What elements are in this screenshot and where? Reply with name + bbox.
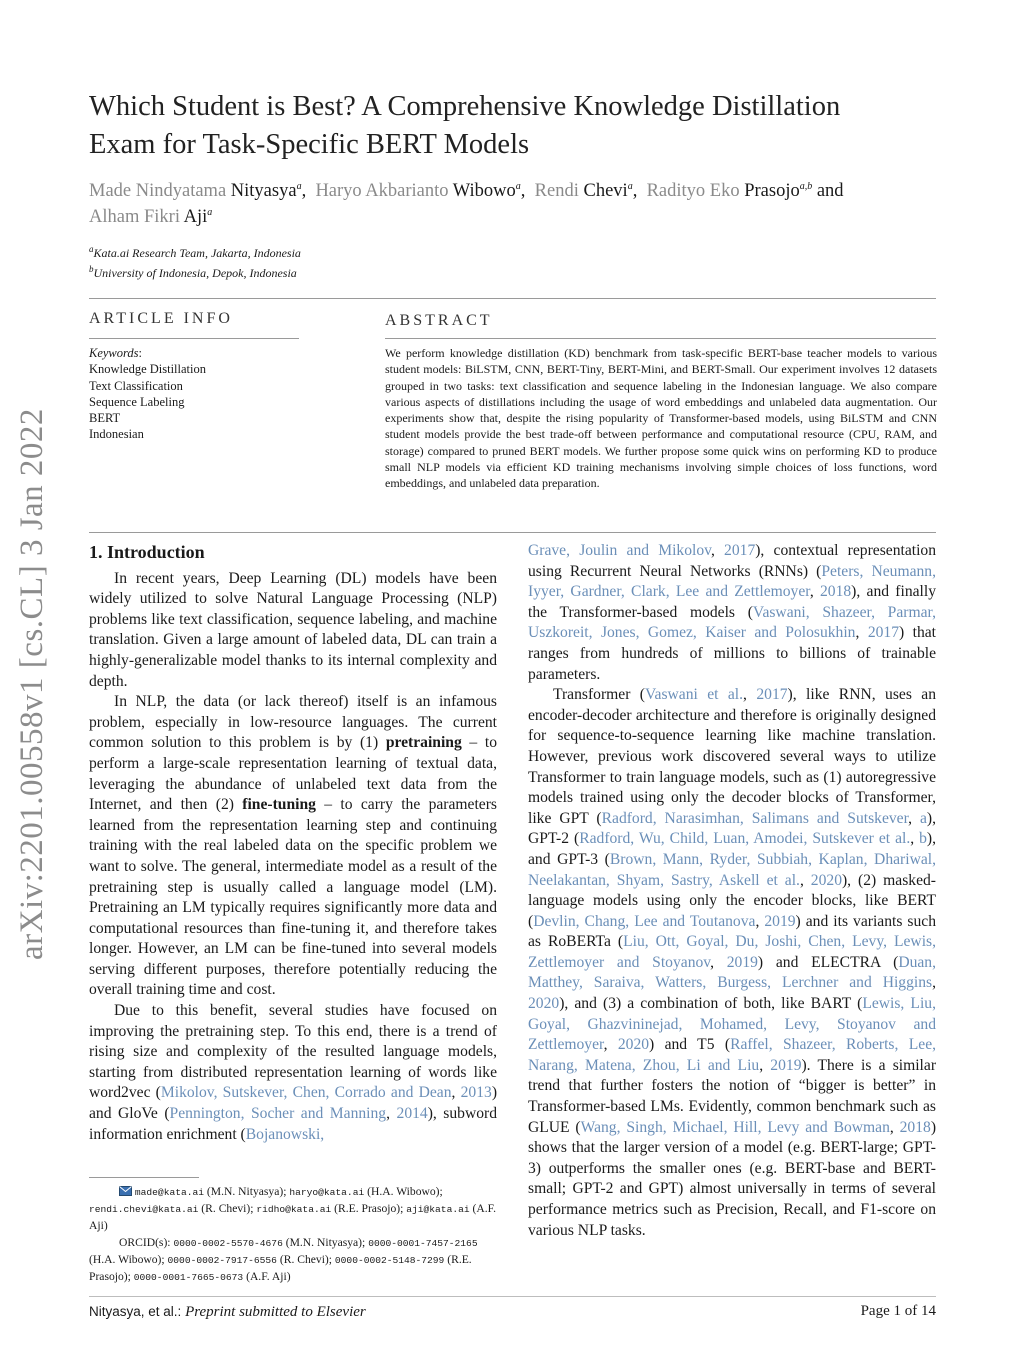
citation-link[interactable]: Radford, Wu, Child, Luan, Amodei, Sutskever et al., b — [579, 830, 927, 848]
section-heading-introduction: 1. Introduction — [89, 542, 205, 562]
email-link[interactable]: made@kata.ai — [134, 1187, 204, 1198]
footnotes: made@kata.ai (M.N. Nityasya); haryo@kata.ai (H.A. Wibowo); rendi.chevi@kata.ai (R. Chevi); ridho@kata.ai (R.E. Prasojo); aji@kata.ai (A.F. Aji) ORCID(s): 0000-0002-5570-4676 (M.N. Nityasya); 0000-0001-7457-2165 (H.A. Wibowo); 0000-0002-7917-6556 (R. Chevi); 0000-0002-5148-7299 (R.E. Prasojo); 0000-0001-7665-0673 (A.F. Aji) — [89, 1185, 497, 1284]
citation-link[interactable]: Vaswani et al., 2017 — [644, 686, 788, 704]
keyword: Indonesian — [89, 427, 144, 442]
author: Rendi Chevi$^a$ — [534, 180, 633, 201]
arxiv-stamp: arXiv:2201.00558v1 [cs.CL] 3 Jan 2022 — [14, 408, 50, 960]
divider — [89, 298, 936, 299]
keyword: BERT — [89, 411, 121, 426]
article-info-heading: ARTICLE INFO — [89, 310, 233, 327]
abstract-text: We perform knowledge distillation (KD) benchmark from task-specific BERT-base teacher models to various student models: BiLSTM, CNN, BERT-Tiny, BERT-Mini, and BERT-Small. Our experiment involves 12 datasets grouped in two tasks: text classification and sequence labeling in the Indonesian language. We also compare various aspects of distillations including the usage of word embeddings and unlabeled data augmentation. Our experiments show that, despite the rising popularity of Transformer-based models, using BiLSTM and CNN student models provide the best trade-off between performance and computational resource (CPU, RAM, and storage) compared to pruned BERT models. We further propose some quick wins on performing KD to produce small NLP models via efficient KD training mechanisms involving simple choices of loss functions, word embeddings, and unlabeled data preparation. — [385, 346, 937, 491]
citation-link[interactable]: Lewis, Liu, Goyal, Ghazvininejad, Mohamed, Levy, Stoyanov and Zettlemoyer, 2020 — [528, 995, 936, 1054]
paragraph: In recent years, Deep Learning (DL) models have been widely utilized to solve Natural Language Processing (NLP) problems like text classification, sequence labeling, and machine translation. Given a large amount of labeled data, DL can train a highly-generalizable model thanks to its internal complexity and depth. — [89, 569, 497, 690]
author: Radityo Eko Prasojo$^{a,b}$ — [646, 180, 813, 201]
divider — [385, 338, 936, 339]
orcid-id[interactable]: 0000-0002-5570-4676 — [173, 1237, 283, 1249]
orcid-id[interactable]: 0000-0002-7917-6556 — [167, 1254, 277, 1266]
affiliation: $^b$University of Indonesia, Depok, Indonesia — [89, 264, 297, 280]
author: Haryo Akbarianto Wibowo$^a$ — [315, 180, 521, 201]
footnote-rule — [89, 1177, 199, 1178]
citation-link[interactable]: Devlin, Chang, Lee and Toutanova, 2019 — [533, 912, 796, 930]
title-line-1: Which Student is Best? A Comprehensive Knowledge Distillation — [89, 91, 841, 122]
orcid-id[interactable]: 0000-0002-5148-7299 — [334, 1254, 445, 1266]
citation-link[interactable]: Liu, Ott, Goyal, Du, Joshi, Chen, Levy, Lewis, Zettlemoyer and Stoyanov, 2019 — [528, 933, 936, 971]
orcid-id[interactable]: 0000-0001-7665-0673 — [133, 1272, 244, 1284]
citation-link[interactable]: Duan, Matthey, Saraiva, Watters, Burgess, Lerchner and Higgins, 2020 — [528, 953, 937, 1013]
email-link[interactable]: aji@kata.ai — [406, 1204, 470, 1216]
email-link[interactable]: haryo@kata.ai — [289, 1187, 365, 1198]
email-link[interactable]: rendi.chevi@kata.ai — [89, 1204, 199, 1216]
citation-link[interactable]: Vaswani, Shazeer, Parmar, Uszkoreit, Jones, Gomez, Kaiser and Polosukhin, 2017 — [528, 603, 936, 642]
left-column — [89, 542, 497, 1145]
orcid-id[interactable]: 0000-0001-7457-2165 — [368, 1237, 478, 1249]
author: Made Nindyatama Nityasya$^a$ — [89, 180, 302, 201]
citation-link[interactable]: Pennington, Socher and Manning, 2014 — [169, 1105, 428, 1123]
divider — [89, 532, 936, 533]
citation-link[interactable]: Raffel, Shazeer, Roberts, Lee, Narang, Matena, Zhou, Li and Liu, 2019 — [528, 1036, 937, 1074]
paragraph: In NLP, the data (or lack thereof) itself is an infamous problem, especially in low-resource languages. The current common solution to this problem is by (1) pretraining – to perform a large-scale representation learning of textual data, leveraging the abundance of unlabeled text data from the Internet, and then (2) fine-tuning – to carry the parameters learned from the representation learning step and continuing training with the real labeled data on the specific problem we want to solve. The general, intermediate model as a result of the pretraining step is usually called a language model (LM). Pretraining an LM typically requires significantly more data and computational resources than fine-tuning it, and therefore takes longer. However, an LM can be fine-tuned into several models serving different purposes, therefore potentially reducing the overall training time and cost. — [89, 693, 497, 999]
paragraph: Due to this benefit, several studies have focused on improving the pretraining step. To this end, there is a trend of rising size and complexity of the resulted language models, starting from distributed representation learning of words like word2vec (Mikolov, Sutskever, Chen, Corrado and Dean, 2013) and GloVe (Pennington, Socher and Manning, 2014), subword information enrichment (Bojanowski, — [89, 1002, 498, 1143]
author: Alham Fikri Aji$^a$ — [89, 206, 213, 227]
citation-link[interactable]: Peters, Neumann, Iyyer, Gardner, Clark, Lee and Zettlemoyer, 2018 — [528, 562, 936, 601]
paper-title — [89, 88, 949, 164]
keyword: Text Classification — [89, 378, 183, 393]
email-link[interactable]: ridho@kata.ai — [256, 1204, 332, 1216]
title-line-2: Exam for Task-Specific BERT Models — [89, 129, 530, 160]
citation-link[interactable]: Mikolov, Sutskever, Chen, Corrado and Dean, 2013 — [160, 1084, 492, 1102]
keyword: Knowledge Distillation — [89, 362, 206, 377]
paragraph: Transformer (Vaswani et al., 2017), like RNN, uses an encoder-decoder architecture and therefore is originally designed for sequence-to-sequence learning like machine translation. However, previous work discovered several ways to utilize Transformer to train language models, such as (1) autoregressive models trained using only the decoder blocks of Transformer, like GPT (Radford, Narasimhan, Salimans and Sutskever, a), GPT-2 (Radford, Wu, Child, Luan, Amodei, Sutskever et al., b), and GPT-3 (Brown, Mann, Ryder, Subbiah, Kaplan, Dhariwal, Neelakantan, Shyam, Sastry, Askell et al., 2020), (2) masked-language models using only the encoder blocks, like BERT (Devlin, Chang, Lee and Toutanova, 2019) and its variants such as RoBERTa (Liu, Ott, Goyal, Du, Joshi, Chen, Levy, Lewis, Zettlemoyer and Stoyanov, 2019) and ELECTRA (Duan, Matthey, Saraiva, Watters, Burgess, Lerchner and Higgins, 2020), and (3) a combination of both, like BART (Lewis, Liu, Goyal, Ghazvininejad, Mohamed, Levy, Stoyanov and Zettlemoyer, 2020) and T5 (Raffel, Shazeer, Roberts, Lee, Narang, Matena, Zhou, Li and Liu, 2019). There is a similar trend that further fosters the notion of “bigger is better” in Transformer-based LMs. Evidently, common benchmark such as GLUE (Wang, Singh, Michael, Hill, Levy and Bowman, 2018) shows that the larger version of a model (e.g. BERT-large; GPT-3) outperforms the smaller ones (e.g. BERT-base and BERT-small; GPT-2 and GPT) almost universally in terms of several performance metrics such as Precision, Recall, and F1-score on various NLP tasks. — [528, 686, 937, 1239]
citation-link[interactable]: Grave, Joulin and Mikolov, 2017 — [528, 542, 756, 559]
keywords-block: Keywords: Knowledge Distillation Text Classification Sequence Labeling BERT Indonesian — [89, 345, 299, 443]
keyword: Sequence Labeling — [89, 394, 185, 409]
orcid-label: ORCID(s): — [119, 1235, 171, 1249]
paragraph: Grave, Joulin and Mikolov, 2017), contextual representation using Recurrent Neural Networks (RNNs) (Peters, Neumann, Iyyer, Gardner, Clark, Lee and Zettlemoyer, 2018), and finally the Transformer-based models (Vaswani, Shazeer, Parmar, Uszkoreit, Jones, Gomez, Kaiser and Polosukhin, 2017) that ranges from hundreds of millions to billions of trainable parameters. — [528, 542, 936, 683]
citation-link[interactable]: Bojanowski, — [245, 1125, 325, 1143]
keywords-label: Keywords — [89, 346, 139, 360]
citation-link[interactable]: Wang, Singh, Michael, Hill, Levy and Bowman, 2018 — [580, 1118, 931, 1136]
citation-link[interactable]: Radford, Narasimhan, Salimans and Sutskever, a — [601, 809, 927, 827]
page-number: Page 1 of 14 — [860, 1303, 936, 1319]
affiliation: $^a$Kata.ai Research Team, Jakarta, Indonesia — [89, 244, 301, 260]
envelope-icon — [119, 1186, 132, 1196]
right-column — [528, 541, 936, 1241]
author-list: Made Nindyatama Nityasya$^a$, Haryo Akbarianto Wibowo$^a$, Rendi Chevi$^a$, Radityo Eko Prasojo$^{a,b}$ and Alham Fikri Aji$^a$ — [89, 180, 844, 227]
citation-link[interactable]: Brown, Mann, Ryder, Subbiah, Kaplan, Dhariwal, Neelakantan, Shyam, Sastry, Askell et al., 2020 — [528, 850, 936, 889]
abstract-heading: ABSTRACT — [385, 312, 493, 329]
footer-rule — [89, 1296, 936, 1297]
footer-left: Nityasya, et al.: Preprint submitted to Elsevier — [89, 1304, 366, 1320]
divider — [89, 338, 299, 339]
